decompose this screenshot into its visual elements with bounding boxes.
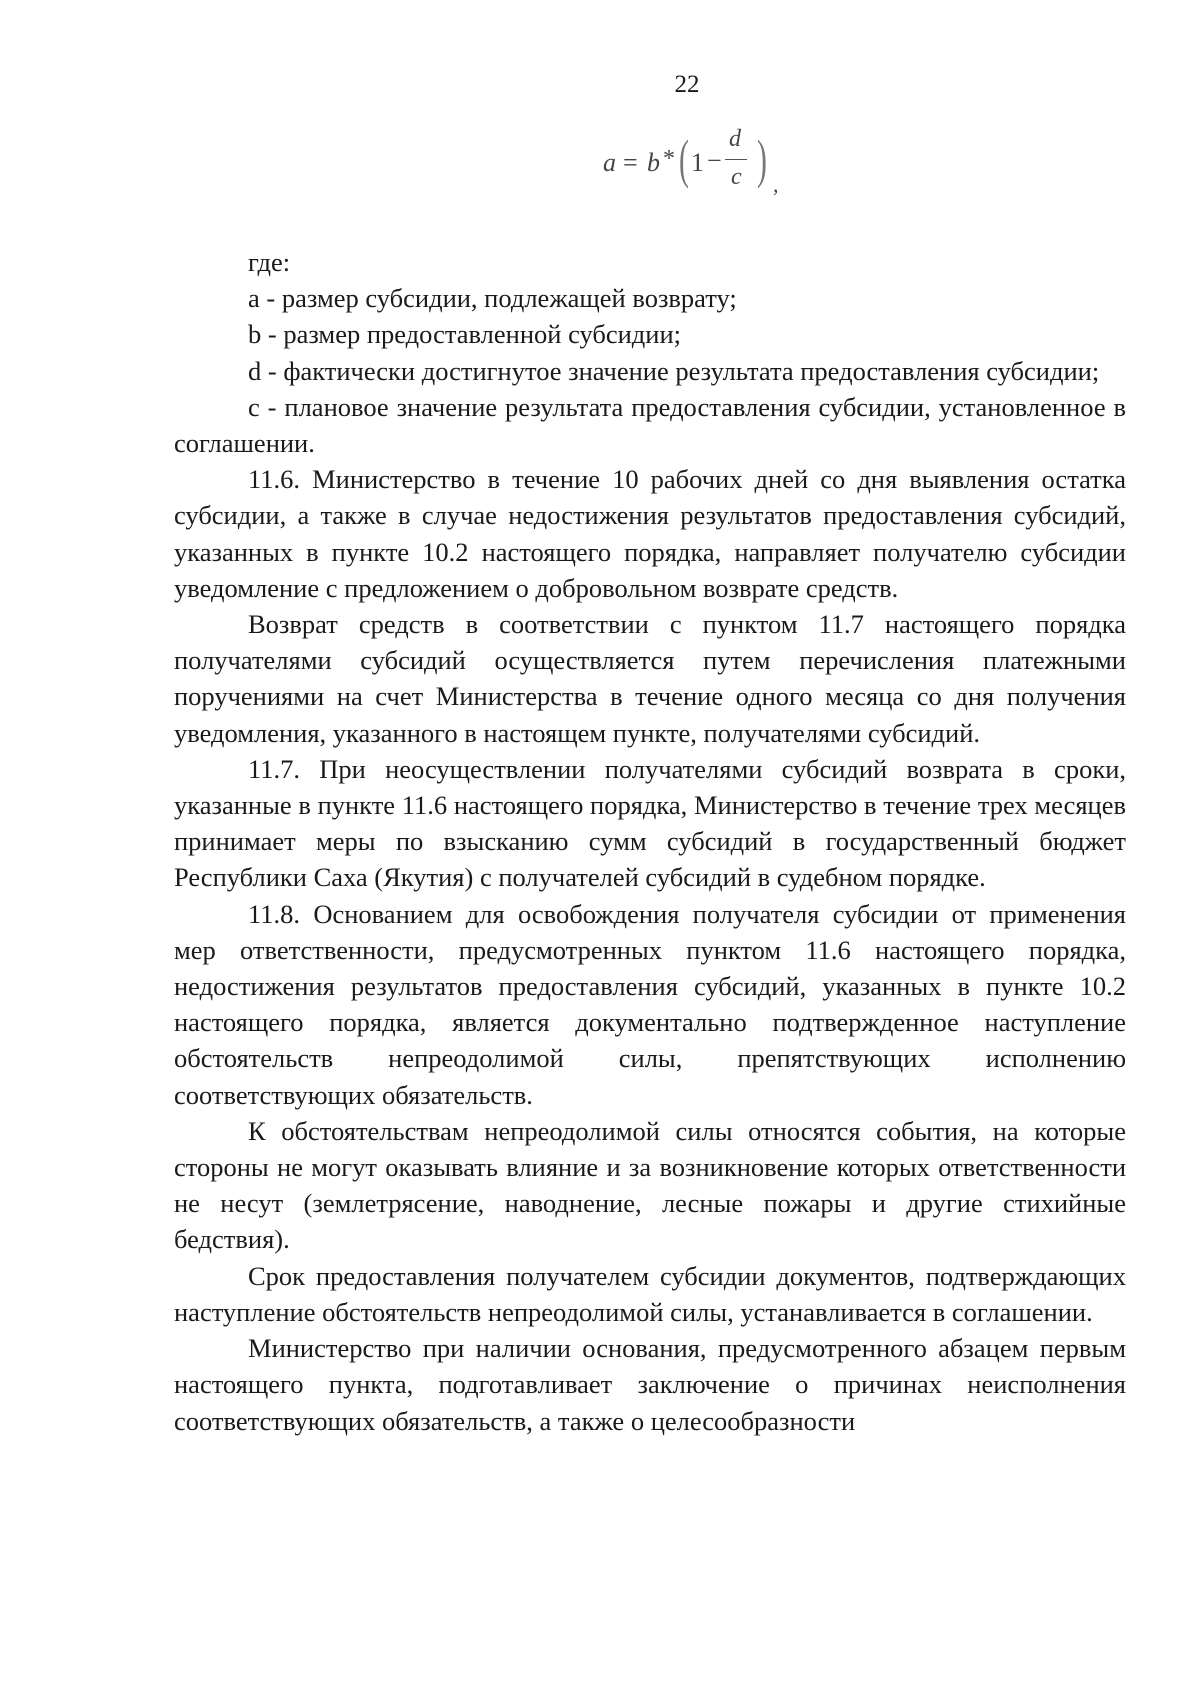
formula-times: * (663, 146, 675, 172)
formula-right-paren: ) (757, 129, 767, 189)
paragraph-deadline: Срок предоставления получателем субсидии документов, подтверждающих наступление обстоятельств непреодолимой силы, устанавливается в соглашении. (174, 1260, 1126, 1327)
paragraph-11-6: 11.6. Министерство в течение 10 рабочих дней со дня выявления остатка субсидии, а также в случае недостижения результатов предоставления субсидий, указанных в пункте 10.2 настоящего порядка, направляет получателю субсидии уведомление с предложением о добровольном возврате средств. (174, 464, 1126, 603)
document-body (174, 244, 1126, 1439)
paragraph-ministry-conclusion: Министерство при наличии основания, предусмотренного абзацем первым настоящего пункта, подготавливает заключение о причинах неисполнения соответствующих обязательств, а также о целесообразности (174, 1333, 1126, 1436)
formula-b: b (647, 148, 660, 177)
paragraph-def-b: b - размер предоставленной субсидии; (248, 319, 682, 350)
page-number: 22 (674, 71, 700, 98)
paragraph-11-7: 11.7. При неосуществлении получателями субсидий возврата в сроки, указанные в пункте 11.6 настоящего порядка, Министерство в течение трех месяцев принимает меры по взысканию сумм субсидий в государственный бюджет Республики Саха (Якутия) с получателей субсидий в судебном порядке. (174, 753, 1126, 893)
paragraph-11-8: 11.8. Основанием для освобождения получателя субсидии от применения мер ответственности, предусмотренных пунктом 11.6 настоящего порядка, недостижения результатов предоставления субсидий, указанных в пункте 10.2 настоящего порядка, является документально подтвержденное наступление обстоятельств непреодолимой силы, препятствующих исполнению соответствующих обязательств. (174, 898, 1126, 1110)
paragraph-refund: Возврат средств в соответствии с пунктом 11.7 настоящего порядка получателями субсидий осуществляется путем перечисления платежными поручениями на счет Министерства в течение одного месяца со дня получения уведомления, указанного в настоящем пункте, получателями субсидий. (174, 609, 1126, 748)
formula-denominator: c (731, 164, 742, 190)
return-formula (603, 124, 803, 208)
formula-fraction-bar (725, 159, 747, 160)
formula-minus: − (707, 146, 722, 175)
paragraph-def-c: c - плановое значение результата предоставления субсидии, установленное в соглашении. (174, 391, 1126, 459)
paragraph-def-d: d - фактически достигнутое значение результата предоставления субсидии; (248, 355, 1100, 386)
paragraph-where: где: (248, 247, 291, 277)
paragraph-def-a: a - размер субсидии, подлежащей возврату; (248, 283, 737, 314)
formula-left-paren: ( (679, 129, 689, 189)
formula-one: 1 (691, 148, 704, 177)
formula-a: a (603, 148, 616, 177)
formula-equals: = (623, 148, 638, 177)
formula-numerator: d (729, 126, 741, 152)
formula-comma: , (773, 172, 779, 197)
paragraph-force-majeure: К обстоятельствам непреодолимой силы относятся события, на которые стороны не могут оказывать влияние и за возникновение которых ответственности не несут (землетрясение, наводнение, лесные пожары и другие стихийные бедствия). (174, 1115, 1126, 1255)
